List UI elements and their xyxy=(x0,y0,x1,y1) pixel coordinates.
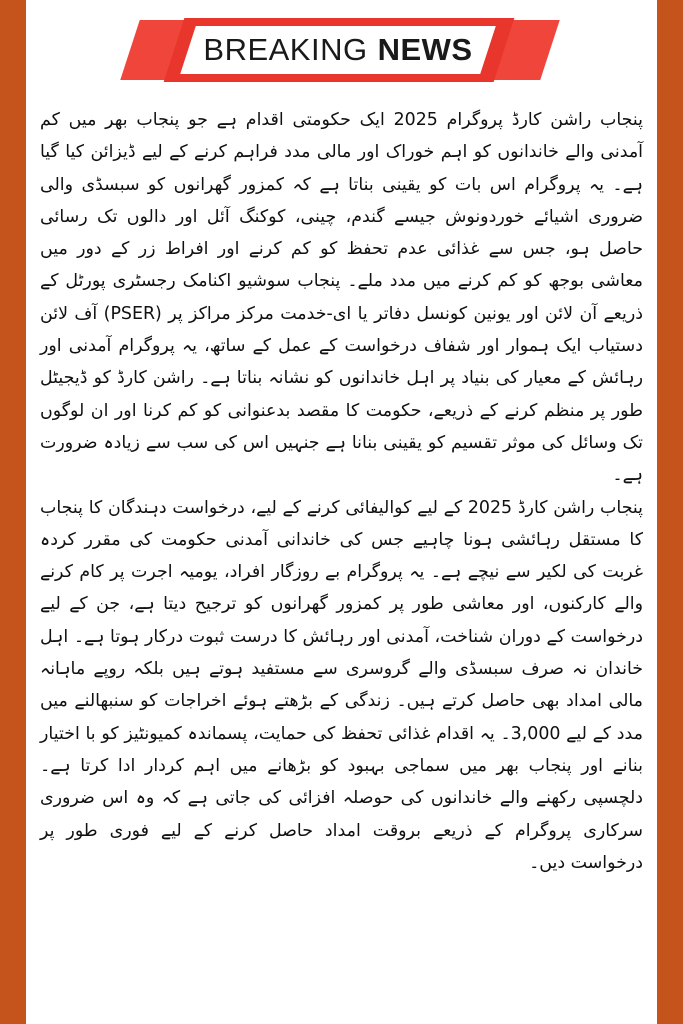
banner-word-news: NEWS xyxy=(377,32,473,67)
article-paragraph-2: پنجاب راشن کارڈ 2025 کے لیے کوالیفائی کرنے کے لیے، درخواست دہندگان کا پنجاب کا مستقل رہائشی ہونا چاہیے جس کی خاندانی آمدنی حکومت کی مقرر کردہ غربت کی لکیر سے نیچے ہے۔ یہ پروگرام بے روزگار افراد، یومیہ اجرت پر کام کرنے والے کارکنوں، اور معاشی طور پر کمزور گھرانوں کو ترجیح دیتا ہے، جن کے لیے درخواست کے دوران شناخت، آمدنی اور رہائش کا درست ثبوت درکار ہوتا ہے۔ اہل خاندان نہ صرف سبسڈی والے گروسری سے مستفید ہوتے ہیں بلکہ روپے ماہانہ مالی امداد بھی حاصل کرتے ہیں۔ زندگی کے بڑھتے ہوئے اخراجات کو سنبھالنے میں مدد کے لیے 3,000۔ یہ اقدام غذائی تحفظ کی حمایت، پسماندہ کمیونٹیز کو با اختیار بنانے اور پنجاب بھر میں سماجی بہبود کو بڑھانے میں اہم کردار ادا کرتا ہے۔ دلچسپی رکھنے والے خاندانوں کی حوصلہ افزائی کی جاتی ہے کہ وہ اس ضروری سرکاری پروگرام کے ذریعے بروقت امداد حاصل کرنے کے لیے فوری طور پر درخواست دیں۔ xyxy=(40,497,644,873)
breaking-news-banner xyxy=(130,14,550,86)
article-paragraph-1: پنجاب راشن کارڈ پروگرام 2025 ایک حکومتی اقدام ہے جو پنجاب بھر میں کم آمدنی والے خاندانوں کو اہم خوراک اور مالی مدد فراہم کرنے کے لیے ڈیزائن کیا گیا ہے۔ یہ پروگرام اس بات کو یقینی بناتا ہے کہ کمزور گھرانوں کو سبسڈی والی ضروری اشیائے خوردونوش جیسے گندم، چینی، کوکنگ آئل اور دالوں تک رسائی حاصل ہو، جس سے غذائی عدم تحفظ کو کم کرنے اور افراط زر کے دور میں معاشی بوجھ کو کم کرنے میں مدد ملے۔ پنجاب سوشیو اکنامک رجسٹری پورٹل کے ذریعے آن لائن اور یونین کونسل دفاتر یا ای-خدمت مرکز مراکز پر (PSER) آف لائن دستیاب ایک ہموار اور شفاف درخواست کے عمل کے ساتھ، یہ پروگرام آمدنی اور رہائش کے معیار کی بنیاد پر اہل خاندانوں کو نشانہ بناتا ہے۔ راشن کارڈ کو ڈیجیٹل طور پر منظم کرنے کے ذریعے، حکومت کا مقصد بدعنوانی کو کم کرنا اور ان لوگوں تک وسائل کی موثر تقسیم کو یقینی بنانا ہے جنہیں اس کی سب سے زیادہ ضرورت ہے۔ xyxy=(40,110,644,486)
banner-word-breaking: BREAKING xyxy=(203,32,368,67)
article-body xyxy=(40,104,643,879)
banner-label xyxy=(188,26,488,74)
